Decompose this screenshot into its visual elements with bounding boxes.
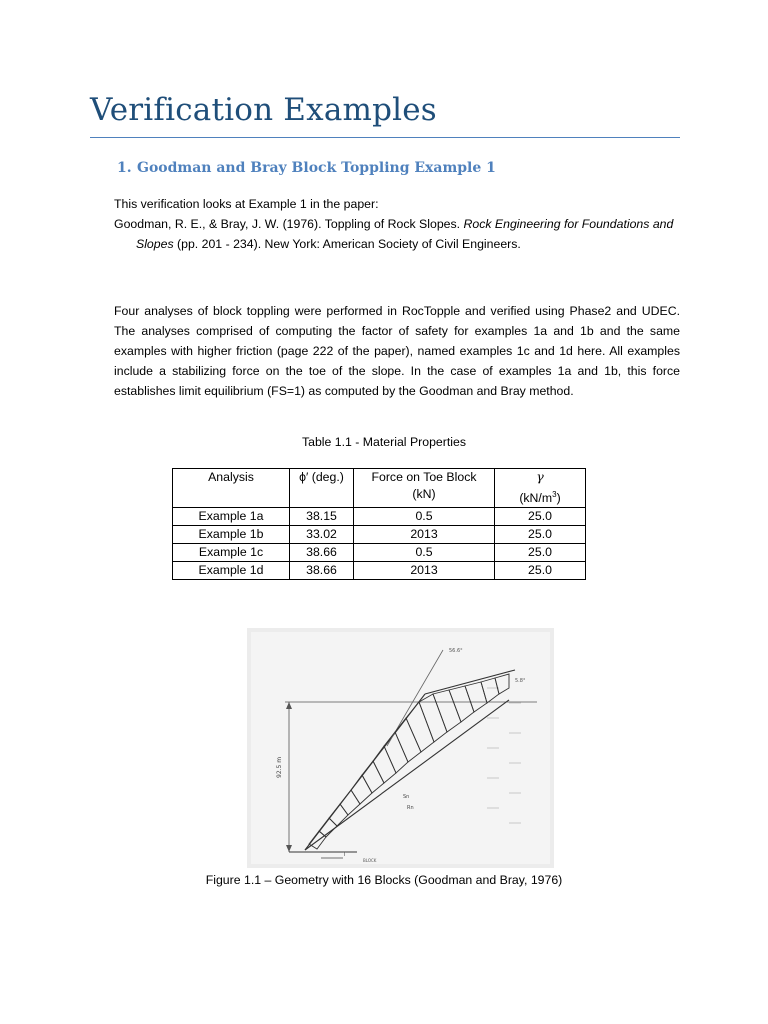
reference-journal: Rock Engineering for Foundations and Slopes <box>136 217 674 251</box>
figure-paper <box>251 632 550 864</box>
cell-phi: 38.66 <box>290 544 354 562</box>
cell-gamma: 25.0 <box>495 508 586 526</box>
geometry-figure-svg <box>247 628 554 868</box>
rn-label: Rn <box>407 805 414 811</box>
table-row <box>173 544 586 562</box>
cell-force: 2013 <box>354 562 495 580</box>
cell-phi: 38.66 <box>290 562 354 580</box>
cell-gamma: 25.0 <box>495 544 586 562</box>
header-analysis: Analysis <box>173 469 290 508</box>
cell-force: 0.5 <box>354 508 495 526</box>
cell-gamma: 25.0 <box>495 562 586 580</box>
section-number: 1. <box>117 160 132 176</box>
figure-caption: Figure 1.1 – Geometry with 16 Blocks (Goodman and Bray, 1976) <box>205 873 563 887</box>
table-row <box>173 562 586 580</box>
intro-text: This verification looks at Example 1 in the paper: <box>114 197 379 211</box>
cell-force: 0.5 <box>354 544 495 562</box>
cell-analysis: Example 1c <box>173 544 290 562</box>
header-gamma-symbol: γ <box>536 470 544 484</box>
section-heading-text: Goodman and Bray Block Toppling Example 1 <box>137 160 496 176</box>
table-header-row <box>173 469 586 508</box>
table-row <box>173 508 586 526</box>
table-row <box>173 526 586 544</box>
header-phi: ϕ′ (deg.) <box>290 469 354 508</box>
sn-label: Sn <box>403 794 410 800</box>
material-properties-table <box>172 468 586 580</box>
header-gamma-close: ) <box>556 491 561 506</box>
header-force-line1: Force on Toe Block <box>371 470 477 484</box>
header-gamma <box>495 469 586 508</box>
cell-gamma: 25.0 <box>495 526 586 544</box>
angle-top-label: 56.6° <box>449 648 463 654</box>
page-title: Verification Examples <box>90 92 437 128</box>
toe-force-label: T <box>343 852 347 858</box>
reference <box>114 214 702 254</box>
header-gamma-sup: 3 <box>552 490 557 499</box>
title-rule <box>90 137 680 138</box>
reference-tail: (pp. 201 - 234). New York: American Society of Civil Engineers. <box>173 237 521 251</box>
cell-analysis: Example 1d <box>173 562 290 580</box>
body-paragraph: Four analyses of block toppling were performed in RocTopple and verified using Phase2 and UDEC. The analyses comprised of computing the factor of safety for examples 1a and 1b and the same examples with higher friction (page 222 of the paper), named examples 1c and 1d here. All examples include a stabilizing force on the toe of the slope. In the case of examples 1a and 1b, this force establishes limit equilibrium (FS=1) as computed by the Goodman and Bray method. <box>114 304 680 398</box>
cell-phi: 33.02 <box>290 526 354 544</box>
block-label: BLOCK <box>363 858 377 863</box>
section-heading <box>117 160 496 176</box>
cell-analysis: Example 1a <box>173 508 290 526</box>
dimension-label: 92.5 m <box>276 756 283 778</box>
cell-analysis: Example 1b <box>173 526 290 544</box>
cell-phi: 38.15 <box>290 508 354 526</box>
angle-right-label: 5.8° <box>515 678 526 684</box>
table-caption: Table 1.1 - Material Properties <box>301 435 467 449</box>
cell-force: 2013 <box>354 526 495 544</box>
reference-authors: Goodman, R. E., & Bray, J. W. (1976). Toppling of Rock Slopes. <box>114 217 464 231</box>
header-force-line2: (kN) <box>412 487 436 501</box>
header-gamma-unit: (kN/m <box>519 491 553 506</box>
geometry-figure <box>247 628 554 868</box>
header-force <box>354 469 495 508</box>
